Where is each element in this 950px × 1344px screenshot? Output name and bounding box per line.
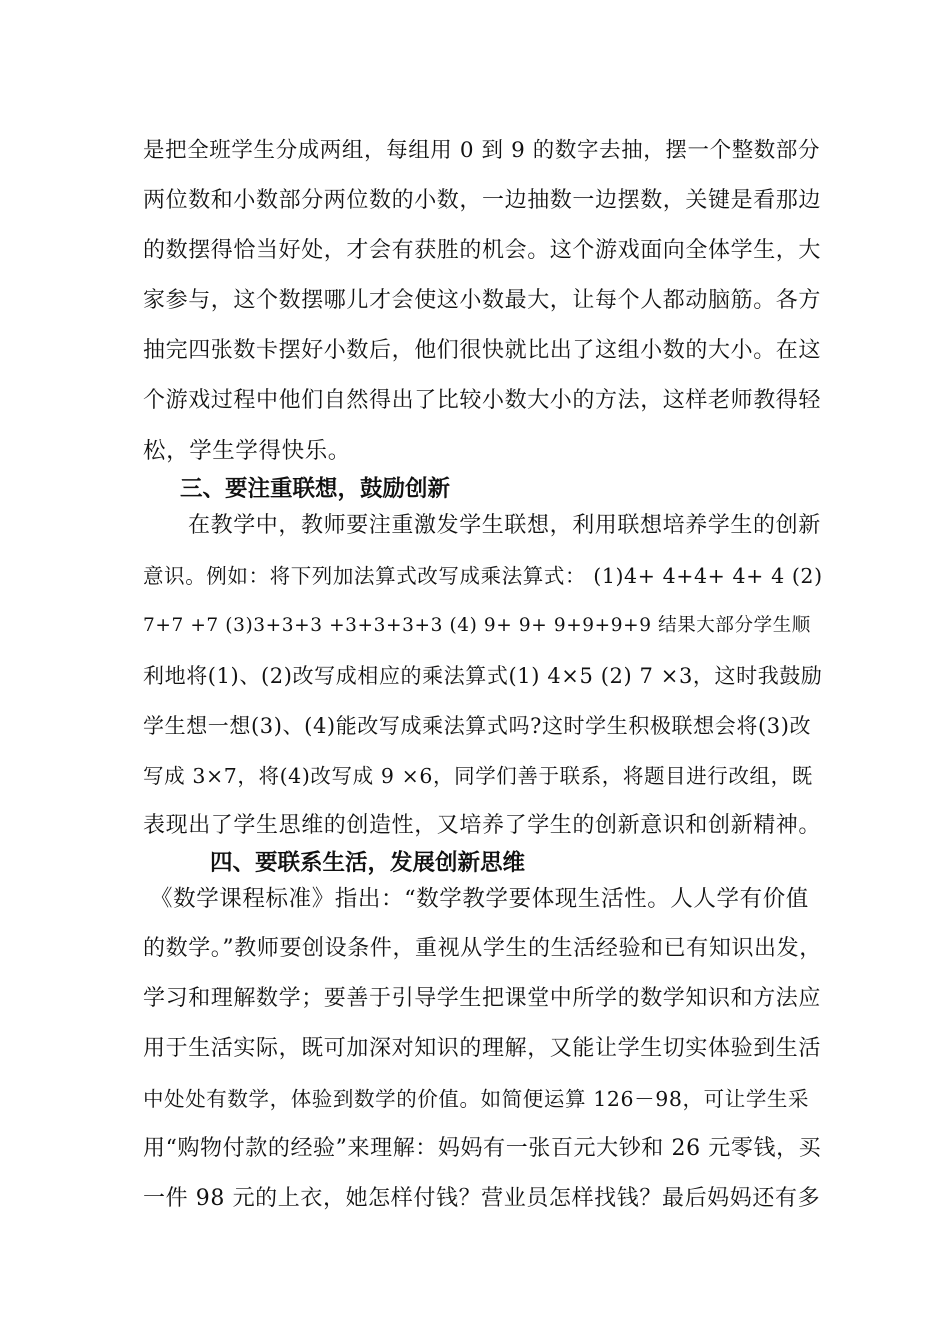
paragraph1-line: 两位数和小数部分两位数的小数，一边抽数一边摆数，关键是看那边	[143, 188, 822, 213]
paragraph3-line: 中处处有数学，体验到数学的价值。如简便运算 126－98，可让学生采	[143, 1087, 810, 1111]
paragraph2-line: 表现出了学生思维的创造性，又培养了学生的创新意识和创新精神。	[143, 813, 822, 838]
paragraph1-line: 个游戏过程中他们自然得出了比较小数大小的方法，这样老师教得轻	[143, 388, 822, 413]
section-heading-3: 三、要注重联想，鼓励创新	[180, 476, 451, 502]
paragraph3-line: 《数学课程标准》指出：“数学教学要体现生活性。人人学有价值	[150, 886, 809, 912]
paragraph2-line: 7+7 +7 (3)3+3+3 +3+3+3+3 (4) 9+ 9+ 9+9+9+9 结果大部分学生顺	[143, 615, 811, 636]
paragraph3-line: 用“购物付款的经验”来理解：妈妈有一张百元大钞和 26 元零钱，买	[143, 1136, 822, 1161]
paragraph3-line: 的数学。”教师要创设条件，重视从学生的生活经验和已有知识出发，	[143, 936, 822, 961]
paragraph1-line: 的数摆得恰当好处，才会有获胜的机会。这个游戏面向全体学生，大	[143, 238, 822, 263]
paragraph2-line: 在教学中，教师要注重激发学生联想，利用联想培养学生的创新	[188, 513, 821, 538]
paragraph2-line: 利地将(1)、(2)改写成相应的乘法算式(1) 4×5 (2) 7 ×3，这时我鼓励	[143, 664, 823, 688]
paragraph1-line: 是把全班学生分成两组，每组用 0 到 9 的数字去抽，摆一个整数部分	[143, 138, 821, 163]
paragraph2-line: 写成 3×7，将(4)改写成 9 ×6，同学们善于联系，将题目进行改组，既	[143, 764, 813, 788]
paragraph2-line: 学生想一想(3)、(4)能改写成乘法算式吗?这时学生积极联想会将(3)改	[143, 714, 812, 738]
paragraph1-line: 家参与，这个数摆哪儿才会使这小数最大，让每个人都动脑筋。各方	[143, 288, 822, 313]
paragraph3-line: 一件 98 元的上衣，她怎样付钱？营业员怎样找钱？最后妈妈还有多	[143, 1186, 821, 1211]
paragraph2-line: 意识。例如：将下列加法算式改写成乘法算式： (1)4+ 4+4+ 4+ 4 (2)	[143, 564, 823, 588]
paragraph3-line: 学习和理解数学；要善于引导学生把课堂中所学的数学知识和方法应	[143, 986, 822, 1011]
paragraph1-line: 抽完四张数卡摆好小数后，他们很快就比出了这组小数的大小。在这	[143, 338, 822, 363]
paragraph3-line: 用于生活实际，既可加深对知识的理解，又能让学生切实体验到生活	[143, 1036, 822, 1061]
section-heading-4: 四、要联系生活，发展创新思维	[210, 850, 526, 876]
paragraph1-line: 松，学生学得快乐。	[143, 438, 351, 464]
